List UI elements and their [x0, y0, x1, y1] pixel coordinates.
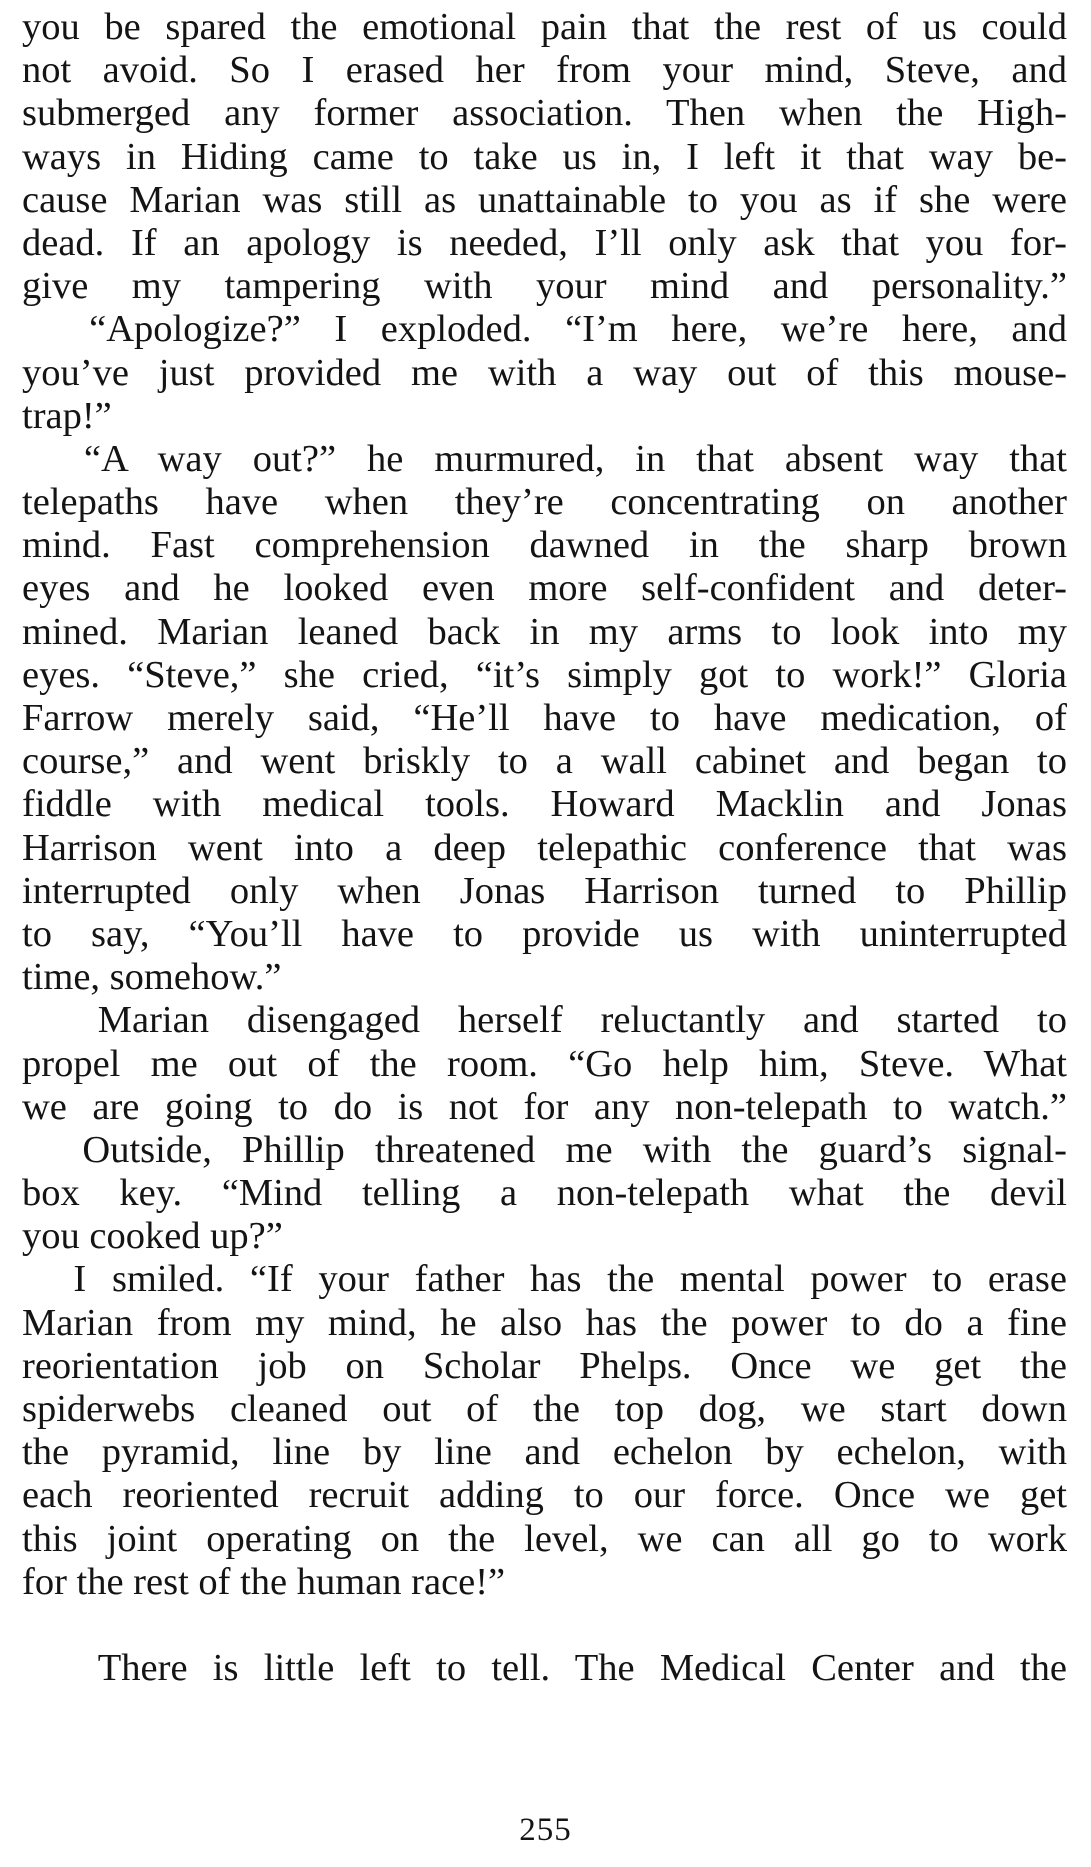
text-line: this joint operating on the level, we can all go to work [22, 1517, 1067, 1560]
text-line: give my tampering with your mind and personality.” [22, 265, 1067, 308]
text-line: each reoriented recruit adding to our force. Once we get [22, 1474, 1067, 1517]
text-line: to say, “You’ll have to provide us with uninterrupted [22, 912, 1067, 955]
text-line: propel me out of the room. “Go help him, Steve. What [22, 1042, 1067, 1085]
text-line: spiderwebs cleaned out of the top dog, we start down [22, 1388, 1067, 1430]
text-line: course,” and went briskly to a wall cabinet and began to [22, 740, 1067, 783]
text-line: Marian disengaged herself reluctantly and started to [22, 999, 1067, 1042]
text-line: cause Marian was still as unattainable to you as if she were [22, 178, 1067, 221]
text-line: the pyramid, line by line and echelon by echelon, with [22, 1431, 1067, 1474]
text-line: “A way out?” he murmured, in that absent way that [22, 437, 1067, 480]
after-break-lines [22, 1647, 1067, 1690]
text-line: Farrow merely said, “He’ll have to have medication, of [22, 697, 1067, 739]
text-line: mind. Fast comprehension dawned in the sharp brown [22, 524, 1067, 567]
section-break [22, 1604, 1067, 1647]
body-text [22, 6, 1067, 1690]
text-line: box key. “Mind telling a non-telepath what the devil [22, 1172, 1067, 1215]
text-line: “Apologize?” I exploded. “I’m here, we’re here, and [22, 308, 1067, 351]
text-line: Outside, Phillip threatened me with the guard’s signal- [22, 1128, 1067, 1171]
text-line: you be spared the emotional pain that the rest of us could [22, 6, 1067, 48]
text-line: you cooked up?” [22, 1215, 283, 1258]
text-line: interrupted only when Jonas Harrison turned to Phillip [22, 869, 1067, 912]
text-line: Marian from my mind, he also has the power to do a fine [22, 1301, 1067, 1344]
text-line: submerged any former association. Then when the High- [22, 92, 1067, 135]
page-number: 255 [519, 1812, 572, 1848]
text-line: There is little left to tell. The Medical Center and the [22, 1647, 1067, 1690]
main-text-lines [22, 6, 1067, 1604]
text-line: dead. If an apology is needed, I’ll only ask that you for- [22, 221, 1067, 264]
text-line: we are going to do is not for any non-telepath to watch.” [22, 1085, 1067, 1128]
text-line: trap!” [22, 394, 112, 437]
text-line: telepaths have when they’re concentrating on another [22, 481, 1067, 524]
text-line: ways in Hiding came to take us in, I left it that way be- [22, 135, 1067, 178]
text-line: for the rest of the human race!” [22, 1560, 506, 1603]
text-line: I smiled. “If your father has the mental power to erase [22, 1258, 1067, 1301]
text-line: eyes. “Steve,” she cried, “it’s simply got to work!” Gloria [22, 653, 1067, 696]
text-line: time, somehow.” [22, 956, 282, 999]
text-line: reorientation job on Scholar Phelps. Once we get the [22, 1344, 1067, 1387]
text-line: not avoid. So I erased her from your mind, Steve, and [22, 49, 1067, 92]
text-line: mined. Marian leaned back in my arms to look into my [22, 610, 1067, 653]
text-line: fiddle with medical tools. Howard Macklin and Jonas [22, 783, 1067, 826]
text-line: eyes and he looked even more self-confident and deter- [22, 567, 1067, 610]
text-line: you’ve just provided me with a way out of this mouse- [22, 351, 1067, 394]
text-line: Harrison went into a deep telepathic conference that was [22, 826, 1067, 869]
